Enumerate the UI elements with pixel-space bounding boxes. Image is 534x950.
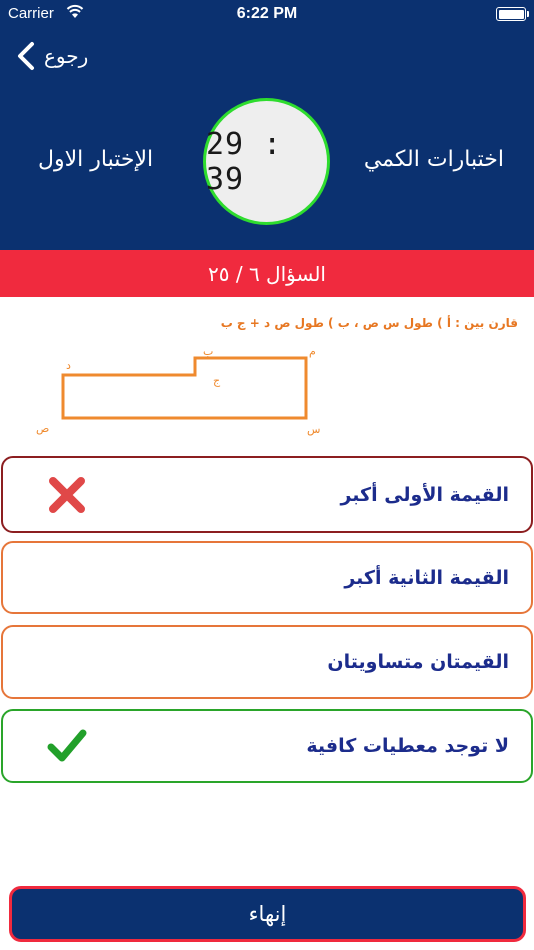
- test-header: [0, 84, 534, 250]
- test-name-title: الإختبار الاول: [38, 147, 154, 172]
- question-figure: [30, 340, 350, 440]
- answer-option-4-label: لا توجد معطيات كافية: [306, 735, 509, 757]
- nav-bar: [0, 28, 534, 84]
- back-label: رجوع: [44, 44, 89, 68]
- clock-time: 6:22 PM: [236, 5, 298, 22]
- answer-option-1[interactable]: [1, 456, 533, 533]
- test-category-title: اختبارات الكمي: [363, 147, 504, 172]
- x-mark-icon: [47, 475, 87, 515]
- figure-label-j: ج: [213, 374, 221, 387]
- answer-option-2[interactable]: [1, 541, 533, 614]
- answer-option-3[interactable]: [1, 625, 533, 699]
- chevron-left-icon: [14, 41, 38, 71]
- figure-label-m: م: [309, 345, 316, 358]
- back-button[interactable]: [14, 40, 88, 72]
- timer-digits: 29 : 39: [206, 126, 283, 197]
- question-number-bar: [0, 250, 534, 297]
- battery-icon: [496, 7, 526, 21]
- finish-button[interactable]: إنهاء: [9, 886, 526, 942]
- figure-label-b: ب: [203, 345, 214, 358]
- carrier-label: Carrier: [8, 5, 54, 22]
- countdown-timer: [203, 98, 330, 225]
- answer-option-1-label: القيمة الأولى أكبر: [340, 483, 509, 506]
- figure-label-s: س: [307, 423, 321, 436]
- question-text: قارن بين : أ ) طول س ص ، ب ) طول ص د + ج ب: [220, 316, 518, 330]
- answer-option-2-label: القيمة الثانية أكبر: [344, 566, 509, 589]
- question-number: السؤال ٦ / ٢٥: [208, 261, 326, 286]
- status-bar: [0, 0, 534, 28]
- answer-option-4[interactable]: [1, 709, 533, 783]
- figure-label-d: د: [66, 359, 71, 372]
- check-mark-icon: [47, 726, 87, 766]
- figure-label-sad: ص: [36, 422, 50, 435]
- answer-option-3-label: القيمتان متساويتان: [327, 651, 509, 673]
